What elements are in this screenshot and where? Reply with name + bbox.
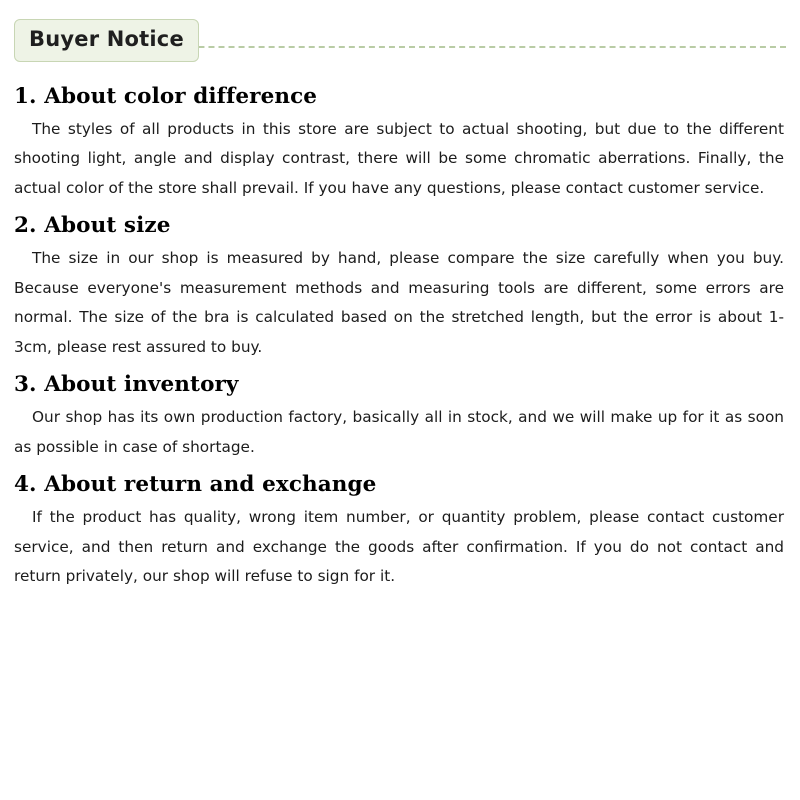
- section-color-difference: [14, 84, 786, 203]
- section-title: 3. About inventory: [14, 372, 239, 398]
- notice-content: [14, 84, 786, 592]
- section-title: 2. About size: [14, 213, 171, 239]
- section-body: The styles of all products in this store are subject to actual shooting, but due to the different shooting light, angle and display contrast, there will be some chromatic aberrations. Finally, the actual color of the store shall prevail. If you have any questions, please contact customer service.: [14, 119, 784, 197]
- section-body: The size in our shop is measured by hand, please compare the size carefully when you buy. Because everyone's measurement methods and measuring tools are different, some errors are normal. The size of the bra is calculated based on the stretched length, but the error is about 1-3cm, please rest assured to buy.: [14, 249, 784, 356]
- section-return-exchange: [14, 472, 786, 591]
- buyer-notice-badge: Buyer Notice: [14, 19, 199, 62]
- notice-header: [14, 0, 786, 80]
- section-title: 1. About color difference: [14, 84, 318, 109]
- section-size: [14, 213, 786, 362]
- section-title: 4. About return and exchange: [14, 472, 377, 498]
- section-body: Our shop has its own production factory, basically all in stock, and we will make up for it as soon as possible in case of shortage.: [14, 408, 784, 456]
- section-inventory: [14, 372, 786, 462]
- section-body: If the product has quality, wrong item number, or quantity problem, please contact customer service, and then return and exchange the goods after confirmation. If you do not contact and return privately, our shop will refuse to sign for it.: [14, 508, 784, 586]
